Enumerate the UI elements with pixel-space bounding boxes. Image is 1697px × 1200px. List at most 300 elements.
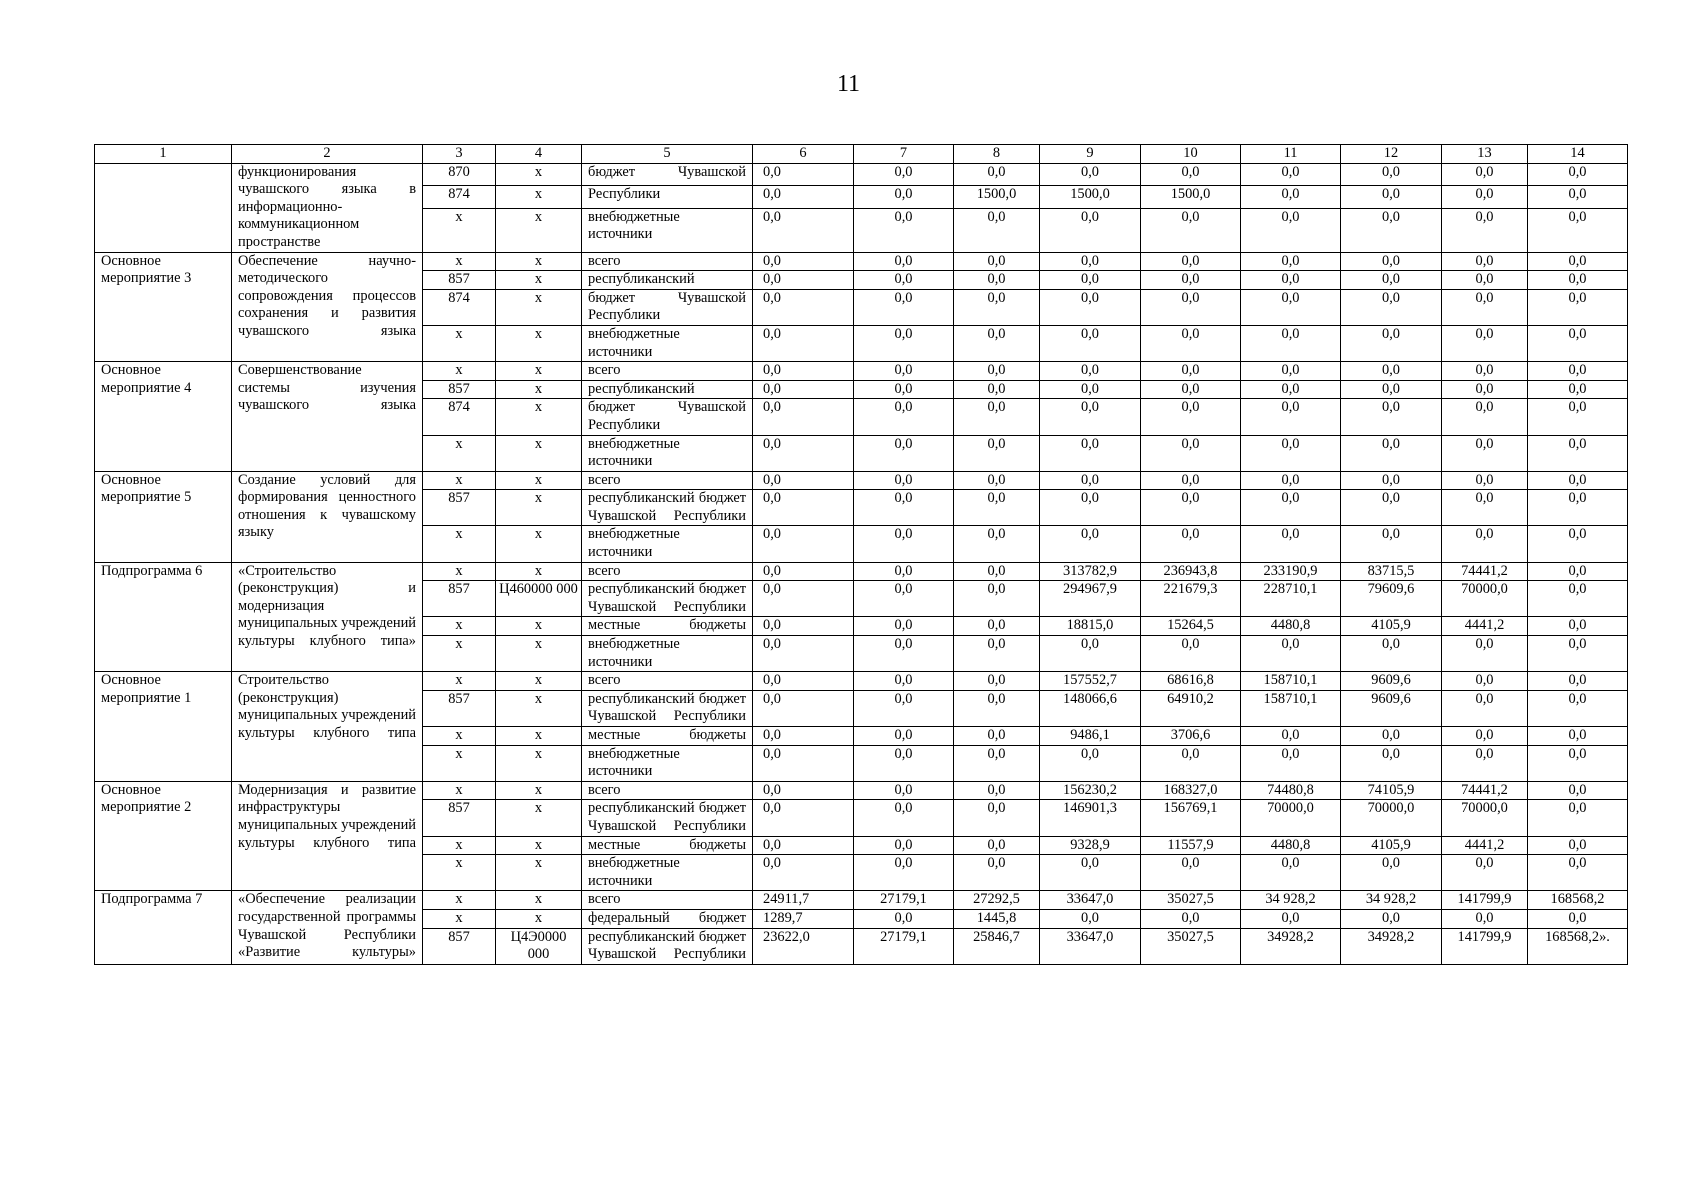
amount-cell: 0,0 [954,252,1040,271]
amount-cell: 0,0 [1141,855,1241,891]
amount-cell: 0,0 [753,636,854,672]
target-code: х [496,690,582,726]
amount-cell: 0,0 [1040,909,1141,928]
funding-source: внебюджетные источники [582,526,753,562]
amount-cell: 0,0 [1442,490,1528,526]
amount-cell: 0,0 [954,636,1040,672]
amount-cell: 0,0 [854,435,954,471]
program-title: «Обеспечение реализации государственной программы Чувашской Республики «Развитие культуры» [232,891,423,964]
grbs-code: 857 [423,800,496,836]
target-code: х [496,490,582,526]
amount-cell: 0,0 [1528,562,1628,581]
amount-cell: 0,0 [954,271,1040,290]
funding-source: внебюджетные источники [582,435,753,471]
amount-cell: 0,0 [1341,471,1442,490]
grbs-code: х [423,672,496,691]
amount-cell: 0,0 [1528,836,1628,855]
amount-cell: 0,0 [854,636,954,672]
amount-cell: 0,0 [1040,289,1141,325]
grbs-code: х [423,781,496,800]
table-row [95,891,1628,910]
target-code: х [496,208,582,252]
amount-cell: 70000,0 [1341,800,1442,836]
target-code: х [496,891,582,910]
amount-cell: 74480,8 [1241,781,1341,800]
amount-cell: 0,0 [1341,325,1442,361]
amount-cell: 0,0 [854,781,954,800]
target-code: х [496,399,582,435]
program-title: Создание условий для формирования ценностного отношения к чувашскому языку [232,471,423,562]
amount-cell: 0,0 [1341,380,1442,399]
target-code: х [496,325,582,361]
amount-cell: 35027,5 [1141,928,1241,964]
amount-cell: 0,0 [1241,745,1341,781]
amount-cell: 70000,0 [1442,581,1528,617]
amount-cell: 0,0 [1241,362,1341,381]
target-code: х [496,362,582,381]
amount-cell: 24911,7 [753,891,854,910]
amount-cell: 0,0 [1442,399,1528,435]
target-code: х [496,186,582,209]
amount-cell: 0,0 [954,380,1040,399]
amount-cell: 0,0 [854,208,954,252]
amount-cell: 0,0 [1528,471,1628,490]
amount-cell: 0,0 [854,745,954,781]
funding-source: внебюджетные источники [582,745,753,781]
amount-cell: 0,0 [1241,727,1341,746]
amount-cell: 0,0 [1528,636,1628,672]
amount-cell: 0,0 [1040,271,1141,290]
amount-cell: 0,0 [1442,325,1528,361]
program-name: Основное мероприятие 4 [95,362,232,472]
amount-cell: 0,0 [854,909,954,928]
program-name [95,163,232,252]
amount-cell: 0,0 [954,325,1040,361]
grbs-code: 870 [423,163,496,186]
target-code: х [496,252,582,271]
column-number-2: 2 [232,145,423,164]
funding-source: всего [582,362,753,381]
amount-cell: 0,0 [1141,490,1241,526]
amount-cell: 70000,0 [1442,800,1528,836]
grbs-code: 857 [423,690,496,726]
amount-cell: 0,0 [1040,855,1141,891]
amount-cell: 9609,6 [1341,690,1442,726]
program-title: Обеспечение научно-методического сопровождения процессов сохранения и развития чувашского языка [232,252,423,362]
amount-cell: 0,0 [1442,471,1528,490]
program-title: «Строительство (реконструкция) и модернизация муниципальных учреждений культуры клубного типа» [232,562,423,672]
funding-source: всего [582,891,753,910]
target-code: Ц4Э0000 000 [496,928,582,964]
amount-cell: 0,0 [854,289,954,325]
amount-cell: 0,0 [1528,289,1628,325]
amount-cell: 33647,0 [1040,928,1141,964]
amount-cell: 0,0 [854,581,954,617]
amount-cell: 0,0 [1442,362,1528,381]
funding-source: федеральный бюджет [582,909,753,928]
amount-cell: 0,0 [954,690,1040,726]
amount-cell: 0,0 [854,163,954,186]
amount-cell: 0,0 [1442,435,1528,471]
amount-cell: 0,0 [1341,636,1442,672]
amount-cell: 1500,0 [1040,186,1141,209]
amount-cell: 4441,2 [1442,836,1528,855]
amount-cell: 0,0 [753,672,854,691]
amount-cell: 0,0 [1241,471,1341,490]
amount-cell: 0,0 [753,399,854,435]
funding-source: республиканский [582,271,753,290]
funding-source: внебюджетные источники [582,208,753,252]
amount-cell: 0,0 [753,526,854,562]
amount-cell: 0,0 [1141,208,1241,252]
amount-cell: 0,0 [1442,745,1528,781]
grbs-code: х [423,891,496,910]
column-number-12: 12 [1341,145,1442,164]
target-code: Ц460000 000 [496,581,582,617]
amount-cell: 74105,9 [1341,781,1442,800]
amount-cell: 0,0 [1141,399,1241,435]
amount-cell: 0,0 [753,745,854,781]
amount-cell: 0,0 [954,289,1040,325]
page-number: 11 [836,71,861,97]
amount-cell: 0,0 [753,362,854,381]
amount-cell: 0,0 [1442,855,1528,891]
amount-cell: 0,0 [1442,208,1528,252]
grbs-code: 857 [423,380,496,399]
amount-cell: 0,0 [1040,163,1141,186]
amount-cell: 0,0 [1528,435,1628,471]
amount-cell: 0,0 [1341,855,1442,891]
amount-cell: 0,0 [753,471,854,490]
amount-cell: 27292,5 [954,891,1040,910]
amount-cell: 0,0 [1141,526,1241,562]
target-code: х [496,526,582,562]
amount-cell: 0,0 [1528,690,1628,726]
amount-cell: 9609,6 [1341,672,1442,691]
amount-cell: 0,0 [1241,380,1341,399]
amount-cell: 0,0 [753,562,854,581]
column-number-10: 10 [1141,145,1241,164]
amount-cell: 0,0 [1241,252,1341,271]
amount-cell: 0,0 [954,581,1040,617]
amount-cell: 0,0 [1241,208,1341,252]
amount-cell: 1500,0 [954,186,1040,209]
amount-cell: 4480,8 [1241,836,1341,855]
amount-cell: 0,0 [1341,399,1442,435]
amount-cell: 11557,9 [1141,836,1241,855]
funding-source: всего [582,471,753,490]
amount-cell: 1289,7 [753,909,854,928]
column-number-3: 3 [423,145,496,164]
amount-cell: 0,0 [1341,727,1442,746]
table-row [95,471,1628,490]
grbs-code: х [423,909,496,928]
amount-cell: 9328,9 [1040,836,1141,855]
amount-cell: 0,0 [753,163,854,186]
amount-cell: 0,0 [1040,208,1141,252]
target-code: х [496,617,582,636]
grbs-code: 857 [423,581,496,617]
amount-cell: 0,0 [1141,909,1241,928]
amount-cell: 0,0 [1241,909,1341,928]
program-name: Основное мероприятие 3 [95,252,232,362]
amount-cell: 148066,6 [1040,690,1141,726]
target-code: х [496,380,582,399]
grbs-code: х [423,208,496,252]
amount-cell: 4441,2 [1442,617,1528,636]
amount-cell: 0,0 [1141,745,1241,781]
amount-cell: 0,0 [1528,909,1628,928]
amount-cell: 0,0 [854,526,954,562]
target-code: х [496,855,582,891]
amount-cell: 0,0 [954,362,1040,381]
grbs-code: х [423,745,496,781]
amount-cell: 0,0 [1442,727,1528,746]
target-code: х [496,271,582,290]
column-number-4: 4 [496,145,582,164]
amount-cell: 0,0 [1341,745,1442,781]
program-name: Основное мероприятие 2 [95,781,232,891]
amount-cell: 146901,3 [1040,800,1141,836]
column-number-row [95,145,1628,164]
amount-cell: 0,0 [1040,636,1141,672]
amount-cell: 0,0 [954,490,1040,526]
amount-cell: 1500,0 [1141,186,1241,209]
amount-cell: 0,0 [753,727,854,746]
grbs-code: х [423,252,496,271]
program-name: Основное мероприятие 5 [95,471,232,562]
target-code: х [496,163,582,186]
amount-cell: 0,0 [1442,271,1528,290]
amount-cell: 0,0 [854,252,954,271]
amount-cell: 0,0 [1241,399,1341,435]
amount-cell: 0,0 [1040,435,1141,471]
program-name: Подпрограмма 7 [95,891,232,964]
grbs-code: 857 [423,271,496,290]
grbs-code: х [423,617,496,636]
funding-source: Республики [582,186,753,209]
amount-cell: 0,0 [1528,800,1628,836]
table-row [95,672,1628,691]
amount-cell: 0,0 [753,435,854,471]
amount-cell: 0,0 [753,271,854,290]
amount-cell: 0,0 [753,581,854,617]
funding-source: местные бюджеты [582,617,753,636]
program-name: Основное мероприятие 1 [95,672,232,782]
amount-cell: 79609,6 [1341,581,1442,617]
amount-cell: 15264,5 [1141,617,1241,636]
amount-cell: 9486,1 [1040,727,1141,746]
amount-cell: 27179,1 [854,928,954,964]
amount-cell: 233190,9 [1241,562,1341,581]
grbs-code: х [423,526,496,562]
amount-cell: 0,0 [854,672,954,691]
amount-cell: 0,0 [854,362,954,381]
amount-cell: 0,0 [954,617,1040,636]
funding-source: внебюджетные источники [582,636,753,672]
amount-cell: 0,0 [954,471,1040,490]
amount-cell: 0,0 [1442,380,1528,399]
amount-cell: 0,0 [1341,490,1442,526]
amount-cell: 0,0 [1442,690,1528,726]
amount-cell: 0,0 [1442,636,1528,672]
amount-cell: 158710,1 [1241,690,1341,726]
amount-cell: 0,0 [1341,289,1442,325]
amount-cell: 0,0 [1442,186,1528,209]
amount-cell: 0,0 [1141,362,1241,381]
target-code: х [496,289,582,325]
amount-cell: 0,0 [854,617,954,636]
amount-cell: 0,0 [753,855,854,891]
grbs-code: х [423,471,496,490]
amount-cell: 83715,5 [1341,562,1442,581]
target-code: х [496,909,582,928]
amount-cell: 34 928,2 [1341,891,1442,910]
funding-source: республиканский бюджет Чувашской Республики [582,581,753,617]
amount-cell: 0,0 [854,325,954,361]
amount-cell: 74441,2 [1442,781,1528,800]
amount-cell: 0,0 [753,252,854,271]
amount-cell: 0,0 [1528,490,1628,526]
amount-cell: 0,0 [1141,163,1241,186]
amount-cell: 34928,2 [1341,928,1442,964]
grbs-code: х [423,325,496,361]
amount-cell: 0,0 [1341,163,1442,186]
amount-cell: 0,0 [954,855,1040,891]
amount-cell: 0,0 [854,490,954,526]
amount-cell: 0,0 [1341,435,1442,471]
target-code: х [496,672,582,691]
amount-cell: 0,0 [1241,186,1341,209]
amount-cell: 141799,9 [1442,928,1528,964]
funding-source: республиканский бюджет Чувашской Республики [582,490,753,526]
amount-cell: 0,0 [753,617,854,636]
amount-cell: 74441,2 [1442,562,1528,581]
amount-cell: 0,0 [854,399,954,435]
amount-cell: 0,0 [753,208,854,252]
amount-cell: 294967,9 [1040,581,1141,617]
amount-cell: 0,0 [1241,163,1341,186]
amount-cell: 4105,9 [1341,836,1442,855]
grbs-code: 874 [423,399,496,435]
amount-cell: 0,0 [1141,325,1241,361]
amount-cell: 0,0 [1528,208,1628,252]
target-code: х [496,745,582,781]
amount-cell: 0,0 [1528,727,1628,746]
program-title: функционирования чувашского языка в информационно-коммуникационном пространстве [232,163,423,252]
amount-cell: 0,0 [954,800,1040,836]
amount-cell: 141799,9 [1442,891,1528,910]
amount-cell: 0,0 [1040,745,1141,781]
amount-cell: 0,0 [1528,617,1628,636]
amount-cell: 0,0 [854,186,954,209]
amount-cell: 0,0 [1528,399,1628,435]
grbs-code: х [423,435,496,471]
table-row [95,562,1628,581]
funding-source: республиканский бюджет Чувашской Республики [582,800,753,836]
amount-cell: 0,0 [1442,289,1528,325]
amount-cell: 0,0 [1141,271,1241,290]
amount-cell: 0,0 [1528,672,1628,691]
amount-cell: 0,0 [1528,252,1628,271]
program-title: Строительство (реконструкция) муниципальных учреждений культуры клубного типа [232,672,423,782]
amount-cell: 34 928,2 [1241,891,1341,910]
amount-cell: 0,0 [1141,435,1241,471]
amount-cell: 0,0 [854,562,954,581]
amount-cell: 0,0 [854,836,954,855]
table-row [95,252,1628,271]
amount-cell: 0,0 [854,380,954,399]
amount-cell: 0,0 [954,745,1040,781]
amount-cell: 0,0 [1442,672,1528,691]
amount-cell: 0,0 [1141,380,1241,399]
amount-cell: 0,0 [1241,271,1341,290]
grbs-code: 874 [423,289,496,325]
amount-cell: 0,0 [1528,380,1628,399]
amount-cell: 0,0 [753,690,854,726]
amount-cell: 0,0 [1528,186,1628,209]
amount-cell: 33647,0 [1040,891,1141,910]
funding-source: бюджет Чувашской Республики [582,289,753,325]
funding-source: местные бюджеты [582,727,753,746]
amount-cell: 0,0 [1040,362,1141,381]
amount-cell: 0,0 [1528,581,1628,617]
amount-cell: 236943,8 [1141,562,1241,581]
amount-cell: 0,0 [1341,909,1442,928]
amount-cell: 0,0 [1040,399,1141,435]
program-title: Модернизация и развитие инфраструктуры муниципальных учреждений культуры клубного типа [232,781,423,891]
amount-cell: 0,0 [1341,526,1442,562]
column-number-9: 9 [1040,145,1141,164]
amount-cell: 157552,7 [1040,672,1141,691]
funding-source: внебюджетные источники [582,325,753,361]
amount-cell: 0,0 [1442,163,1528,186]
amount-cell: 0,0 [753,781,854,800]
column-number-7: 7 [854,145,954,164]
amount-cell: 0,0 [753,289,854,325]
amount-cell: 0,0 [1341,271,1442,290]
amount-cell: 0,0 [1341,186,1442,209]
amount-cell: 35027,5 [1141,891,1241,910]
budget-table [94,144,1628,965]
amount-cell: 34928,2 [1241,928,1341,964]
grbs-code: х [423,855,496,891]
funding-source: бюджет Чувашской [582,163,753,186]
amount-cell: 0,0 [954,836,1040,855]
amount-cell: 0,0 [954,562,1040,581]
amount-cell: 4105,9 [1341,617,1442,636]
amount-cell: 0,0 [1442,526,1528,562]
amount-cell: 0,0 [1341,252,1442,271]
target-code: х [496,727,582,746]
amount-cell: 158710,1 [1241,672,1341,691]
amount-cell: 0,0 [1241,526,1341,562]
amount-cell: 156769,1 [1141,800,1241,836]
amount-cell: 1445,8 [954,909,1040,928]
amount-cell: 0,0 [1040,325,1141,361]
amount-cell: 0,0 [954,163,1040,186]
amount-cell: 68616,8 [1141,672,1241,691]
amount-cell: 313782,9 [1040,562,1141,581]
amount-cell: 0,0 [1241,490,1341,526]
funding-source: всего [582,252,753,271]
amount-cell: 0,0 [1241,636,1341,672]
amount-cell: 27179,1 [854,891,954,910]
target-code: х [496,781,582,800]
column-number-8: 8 [954,145,1040,164]
amount-cell: 70000,0 [1241,800,1341,836]
amount-cell: 156230,2 [1040,781,1141,800]
